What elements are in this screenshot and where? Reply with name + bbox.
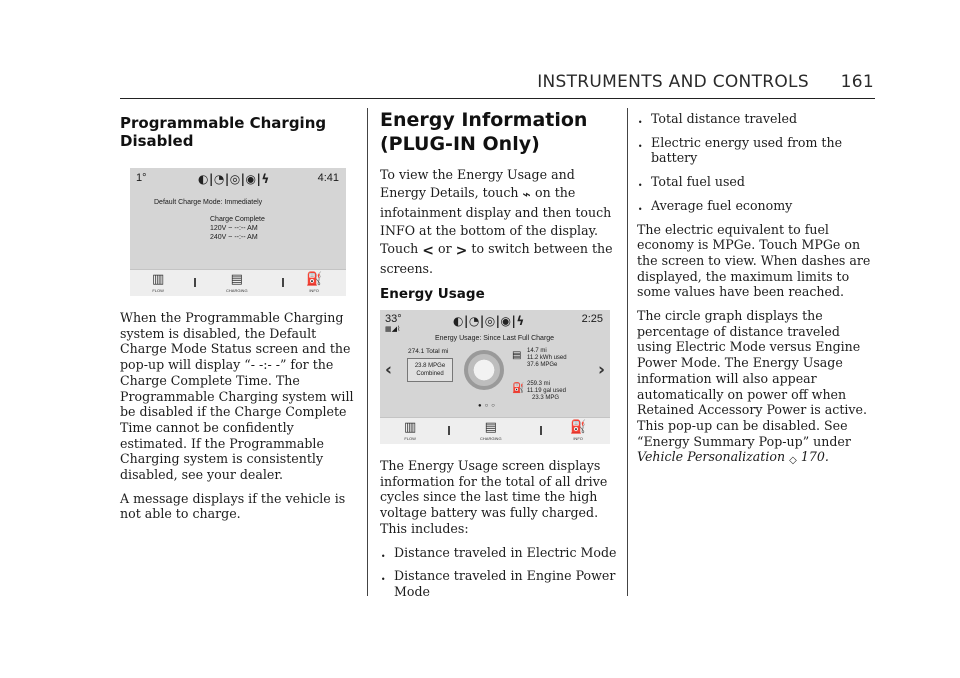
paragraph: The circle graph displays the percentage of distance traveled using Electric Mode versus Engine Power Mode. The Energy Usage information will also appear automatically on power off when Retained Accessory Power is active. This pop-up can be disabled. See “Energy Summary Pop-up” under Vehicle Personalization ◇ 170. [637,308,877,469]
status-icons: ◐|◔|◎|◉|ϟ [198,172,270,186]
page-number: 161 [840,72,874,92]
charge-time-120v: 120V ~ --:-- AM [210,225,258,232]
status-icons: ◐|◔|◎|◉|ϟ [453,314,525,328]
charge-status: Charge Complete [210,216,265,223]
electric-distance: 14.7 mi [527,348,547,354]
screen-title: Energy Usage: Since Last Full Charge [435,335,555,342]
temperature-readout: 33° [385,313,402,325]
bottom-bar [130,269,346,296]
previous-screen-arrow-icon[interactable]: ‹ [385,360,393,380]
info-button[interactable]: ⛽ INFO [570,420,587,441]
column-divider-2 [627,108,628,596]
paragraph: To view the Energy Usage and Energy Details, touch ⌁ on the infotainment display and then touch INFO at the bottom of the display. Touch < or > to switch between the screens. [380,167,613,276]
column-divider-1 [367,108,368,596]
section-title: INSTRUMENTS AND CONTROLS [537,72,809,92]
battery-icon: ▤ [230,272,243,287]
chevron-right-icon: > [455,243,468,259]
column-3 [637,108,877,477]
column-2 [380,108,618,608]
bullet-item: . Average fuel economy [638,197,793,213]
subheading-energy-usage: Energy Usage [380,286,485,302]
battery-icon: ▤ [512,350,522,361]
paragraph: The electric equivalent to fuel economy is MPGe. Touch MPGe on the screen to view. When dashes are displayed, the maximum limits to some values have been reached. [637,221,871,300]
running-head [537,72,874,92]
paragraph: When the Programmable Charging system is disabled, the Default Charge Mode Status screen and the pop-up will display “- -:- -” for the Charge Complete Time. The Programmable Charging system will be disabled if the Charge Complete Time cannot be confidently estimated. If the Programmable Charging system is consistently disabled, see your dealer. [120,310,354,483]
energy-usage-screen [380,310,610,444]
bar-separator [282,278,284,287]
total-distance: 274.1 Total mi [408,348,449,355]
battery-icon: ▤ [484,420,497,435]
charging-button[interactable]: ▤ CHARGING [480,420,502,441]
electric-mpge: 37.6 MPGe [527,362,558,368]
cross-reference-page: 170. [800,449,829,465]
fuel-used: 11.19 gal used [527,388,566,394]
paragraph: A message displays if the vehicle is not able to charge. [120,490,346,522]
flow-button[interactable]: ▥ FLOW [404,420,417,441]
bar-separator [448,426,450,435]
chevron-left-icon: < [422,243,435,259]
clock: 4:41 [317,172,339,184]
cross-reference-link[interactable]: Vehicle Personalization [637,449,786,465]
signal-icon: ▦◢⌇ [385,325,401,333]
charging-button[interactable]: ▤ CHARGING [226,272,248,293]
default-charge-mode: Default Charge Mode: Immediately [154,199,263,206]
charge-time-240v: 240V ~ --:-- AM [210,234,258,241]
next-screen-arrow-icon[interactable]: › [597,360,605,380]
bullet-item: . Distance traveled in Electric Mode [381,544,617,560]
bottom-bar [380,417,610,444]
gas-distance: 259.3 mi [527,381,551,387]
charge-mode-status-screen [130,168,346,296]
header-rule [120,98,875,99]
section-heading-programmable-charging: Programmable Charging Disabled [120,114,327,150]
bar-separator [540,426,542,435]
bullet-item: . Electric energy used from the battery [638,134,843,166]
page-ref-icon: ◇ [789,455,797,467]
fuel-mpg: 23.3 MPG [532,395,560,401]
paragraph: The Energy Usage screen displays information for the total of all drive cycles since the last time the high voltage battery was fully charged. This includes: [380,458,608,536]
section-heading-energy-information: Energy Information (PLUG-IN Only) [380,109,588,155]
bullet-item: . Total fuel used [638,174,745,190]
flow-icon: ▥ [404,420,417,435]
temperature-readout: 1° [136,172,147,184]
page-indicator-dots: ●○○ [478,403,498,409]
column-1 [120,108,356,530]
vehicle-icon: ⌁ [522,187,531,203]
bar-separator [194,278,196,287]
energy-circle-graph [464,350,504,390]
info-button[interactable]: ⛽ INFO [306,272,323,293]
mpge-combined-button[interactable]: 23.8 MPGe Combined [407,358,453,382]
flow-icon: ▥ [152,272,165,287]
bullet-item: . Total distance traveled [638,111,798,126]
fuel-pump-icon: ⛽ [512,383,525,394]
bullet-item: . Distance traveled in Engine Power Mode [381,568,616,599]
flow-button[interactable]: ▥ FLOW [152,272,165,293]
fuel-pump-icon: ⛽ [570,420,587,435]
electric-energy-used: 11.2 kWh used [527,355,567,361]
fuel-pump-icon: ⛽ [306,272,323,287]
clock: 2:25 [581,313,603,325]
